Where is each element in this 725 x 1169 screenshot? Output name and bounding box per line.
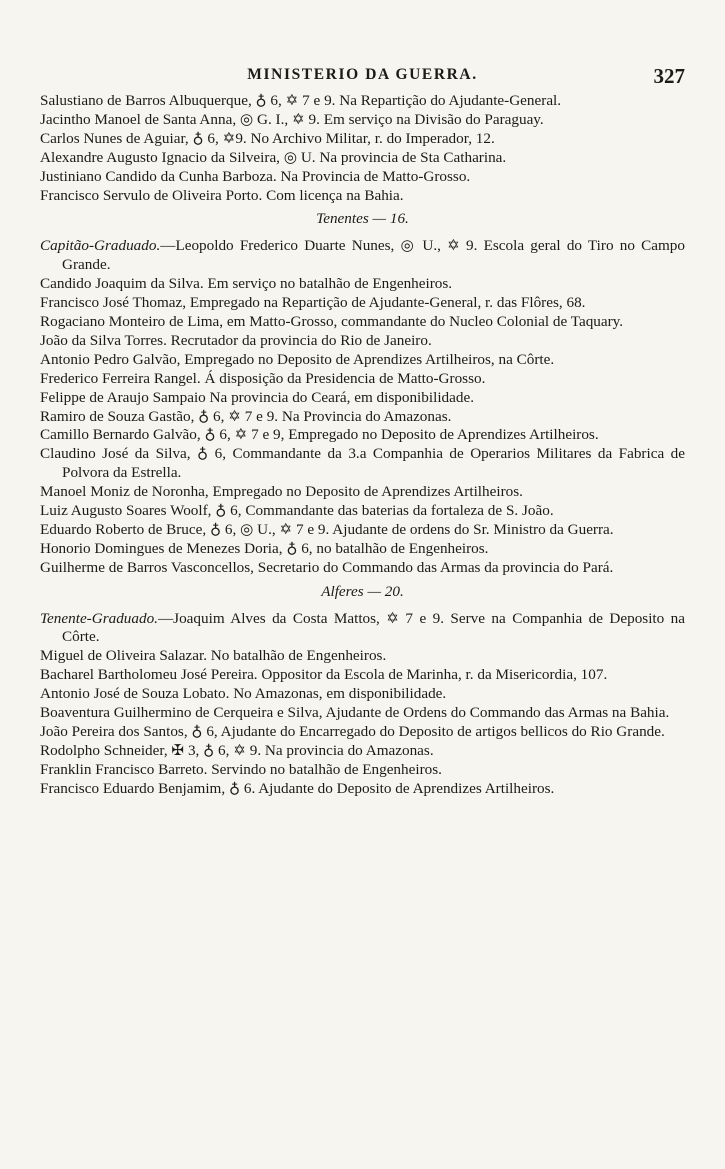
list-item [40,704,685,723]
list-item [40,389,685,408]
list-item [40,483,685,502]
page-title: MINISTERIO DA GUERRA. [247,66,478,83]
list-item [40,780,685,799]
entry-text: Frederico Ferreira Rangel. Á disposição da Presidencia de Matto-Grosso. [40,369,486,387]
entry-text: Rodolpho Schneider, ✠ 3, ♁ 6, ✡ 9. Na provincia do Amazonas. [40,741,434,759]
list-item [40,370,685,389]
list-item: Justiniano Candido da Cunha Barboza. Na Provincia de Matto-Grosso. [40,167,471,185]
entry-text: Ramiro de Souza Gastão, ♁ 6, ✡ 7 e 9. Na Provincia do Amazonas. [40,407,452,425]
entry-text: Eduardo Roberto de Bruce, ♁ 6, ◎ U., ✡ 7 e 9. Ajudante de ordens do Sr. Ministro da Guerra. [40,520,614,538]
list-item [40,408,685,427]
list-item [40,685,685,704]
list-item [40,294,685,313]
list-item [40,351,685,370]
entry-text: Camillo Bernardo Galvão, ♁ 6, ✡ 7 e 9, Empregado no Deposito de Aprendizes Artilheiros. [40,426,599,444]
list-item [40,761,685,780]
list-item [40,610,685,648]
rank-prefix: Capitão-Graduado. [40,237,161,255]
entry-text: Felippe de Araujo Sampaio Na provincia do Ceará, em disponibilidade. [40,388,474,406]
list-item: Francisco Servulo de Oliveira Porto. Com licença na Bahia. [40,186,404,204]
entry-text: Boaventura Guilhermino de Cerqueira e Silva, Ajudante de Ordens do Commando das Armas na Bahia. [40,704,670,722]
entry-text: Candido Joaquim da Silva. Em serviço no batalhão de Engenheiros. [40,275,453,293]
entry-text: Bacharel Bartholomeu José Pereira. Oppositor da Escola de Marinha, r. da Misericordia, 107. [40,666,608,684]
list-item [40,445,685,483]
list-item [40,521,685,540]
list-item [40,502,685,521]
page-number: 327 [653,64,685,88]
entry-text: Antonio José de Souza Lobato. No Amazonas, em disponibilidade. [40,685,447,703]
section-heading: Tenentes — 16. [316,210,409,228]
entry-text: Guilherme de Barros Vasconcellos, Secretario do Commando das Armas da provincia do Pará. [40,558,614,576]
list-item: Alexandre Augusto Ignacio da Silveira, ◎ U. Na provincia de Sta Catharina. [40,148,507,166]
entry-text: Luiz Augusto Soares Woolf, ♁ 6, Commandante das baterias da fortaleza de S. João. [40,502,554,520]
list-item [40,666,685,685]
section-heading: Alferes — 20. [321,582,404,600]
entry-text: Honorio Domingues de Menezes Doria, ♁ 6, no batalhão de Engenheiros. [40,539,489,557]
list-item [40,742,685,761]
entry-text: —Joaquim Alves da Costa Mattos, ✡ 7 e 9. Serve na Companhia de Deposito na Côrte. [62,609,685,646]
list-item [40,723,685,742]
entry-text: Franklin Francisco Barreto. Servindo no batalhão de Engenheiros. [40,760,442,778]
entry-text: Manoel Moniz de Noronha, Empregado no Deposito de Aprendizes Artilheiros. [40,483,523,501]
entry-text: —Leopoldo Frederico Duarte Nunes, ◎ U., ✡ 9. Escola geral do Tiro no Campo Grande. [62,237,685,274]
list-item [40,313,685,332]
entry-text: Francisco José Thomaz, Empregado na Repartição de Ajudante-General, r. das Flôres, 68. [40,294,586,312]
entry-text: Miguel de Oliveira Salazar. No batalhão de Engenheiros. [40,647,387,665]
list-item [40,426,685,445]
list-item [40,647,685,666]
entry-text: João Pereira dos Santos, ♁ 6, Ajudante do Encarregado do Deposito de artigos bellicos do Rio Grande. [40,723,665,740]
list-item [40,275,685,294]
entry-text: Antonio Pedro Galvão, Empregado no Deposito de Aprendizes Artilheiros, na Côrte. [40,350,555,368]
list-item [40,237,685,275]
document-body [40,92,685,799]
rank-prefix: Tenente-Graduado. [40,609,158,627]
entry-text: Francisco Eduardo Benjamim, ♁ 6. Ajudante do Deposito de Aprendizes Artilheiros. [40,779,555,797]
list-item [40,540,685,559]
list-item: Jacintho Manoel de Santa Anna, ◎ G. I., ✡ 9. Em serviço na Divisão do Paraguay. [40,110,544,128]
list-item [40,559,685,578]
entry-text: Claudino José da Silva, ♁ 6, Commandante da 3.a Companhia de Operarios Militares da Fabrica de Polvora da Estrella. [40,445,685,482]
entry-text: João da Silva Torres. Recrutador da provincia do Rio de Janeiro. [40,331,432,349]
entry-text: Rogaciano Monteiro de Lima, em Matto-Grosso, commandante do Nucleo Colonial de Taquary. [40,312,624,330]
list-item [40,332,685,351]
page-header [40,64,685,92]
list-item: Carlos Nunes de Aguiar, ♁ 6, ✡9. No Archivo Militar, r. do Imperador, 12. [40,129,495,147]
list-item: Salustiano de Barros Albuquerque, ♁ 6, ✡ 7 e 9. Na Repartição do Ajudante-General. [40,92,562,109]
